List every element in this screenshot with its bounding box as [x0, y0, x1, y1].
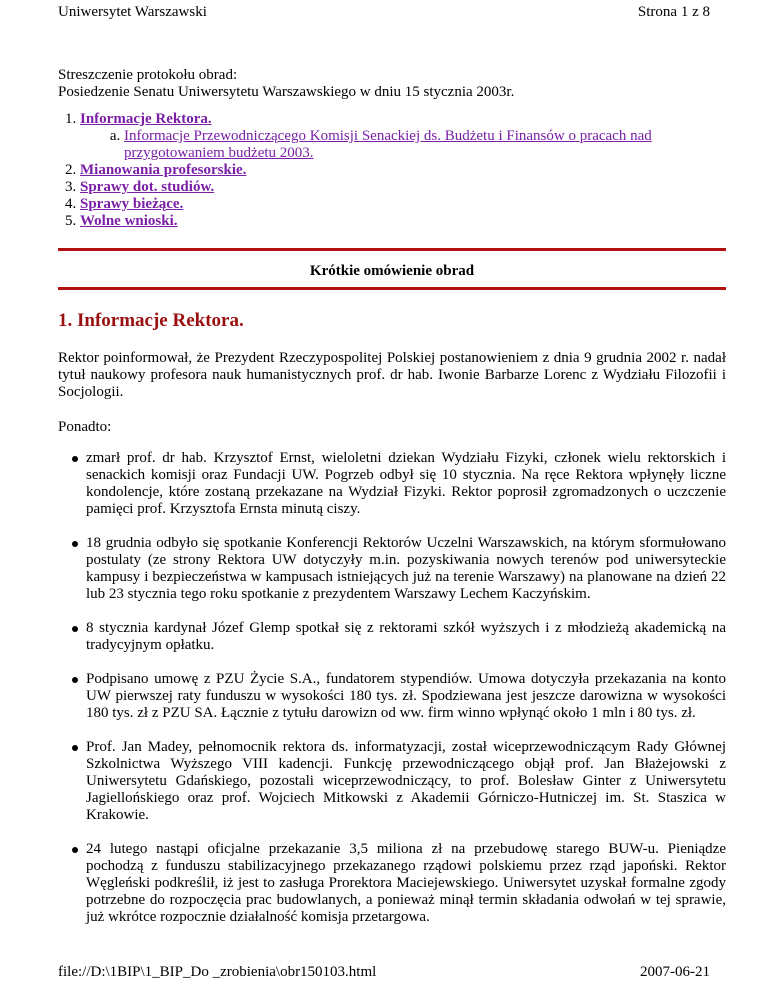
toc-link-budzet[interactable]: Informacje Przewodniczącego Komisji Senackiej ds. Budżetu i Finansów o pracach nad przygotowaniem budżetu 2003.: [124, 128, 652, 161]
divider-bottom: [58, 287, 726, 290]
list-item: zmarł prof. dr hab. Krzysztof Ernst, wieloletni dziekan Wydziału Fizyki, członek wielu rektorskich i senackich komisji oraz Fundacji UW. Pogrzeb odbył się 10 stycznia. Na ręce Rektora wpłynęły liczne kondolencje, które zostaną przekazane na Wydział Fizyki. Rektor poprosił zgromadzonych o uczczenie pamięci prof. Krzysztofa Ernsta minutą ciszy.: [86, 450, 726, 517]
toc-link-wolne-wnioski[interactable]: Wolne wnioski.: [80, 213, 178, 229]
list-item: 24 lutego nastąpi oficjalne przekazanie 3,5 miliona zł na przebudowę starego BUW-u. Pieniądze pochodzą z funduszu stabilizacyjnego przekazanego rządowi polskiemu przez rząd japoński. Rektor Węgleński podkreślił, iż jest to zasługa Prorektora Maciejewskiego. Uniwersytet uzyskał formalne zgody potrzebne do rozpoczęcia prac budowlanych, a ponieważ minął termin składania odwołań w tej sprawie, już wkrótce rozpocznie działalność komisja przetargowa.: [86, 841, 726, 925]
section-heading: 1. Informacje Rektora.: [58, 310, 244, 331]
toc-item-5: [80, 213, 726, 230]
toc-item-4: [80, 196, 726, 213]
toc-item-2: [80, 162, 726, 179]
footer-date: 2007-06-21: [640, 964, 710, 980]
bullet-list: [58, 450, 726, 926]
toc-link-informacje-rektora[interactable]: Informacje Rektora.: [80, 111, 212, 127]
toc-sublist: [80, 128, 726, 162]
header-site-name: Uniwersytet Warszawski: [58, 4, 207, 20]
divider-top: [58, 248, 726, 251]
document-content: [58, 67, 726, 943]
summary-title: Streszczenie protokołu obrad:: [58, 67, 238, 83]
toc-link-sprawy-studiow[interactable]: Sprawy dot. studiów.: [80, 179, 215, 195]
list-item: Podpisano umowę z PZU Życie S.A., fundatorem stypendiów. Umowa dotyczyła przekazania na konto UW pierwszej raty funduszu w wysokości 180 tys. zł. Spodziewana jest jeszcze darowizna w wysokości 180 tys. zł z PZU SA. Łącznie z tytułu darowizn od ww. firm winno wpłynąć około 1 mln i 80 tys. zł.: [86, 671, 726, 721]
toc-item-1: [80, 111, 726, 162]
section-intro: Rektor poinformował, że Prezydent Rzeczypospolitej Polskiej postanowieniem z dnia 9 grudnia 2002 r. nadał tytuł naukowy profesora nauk humanistycznych prof. dr hab. Iwonie Barbarze Lorenc z Wydziału Filozofii i Socjologii.: [58, 350, 726, 400]
divider-title: Krótkie omówienie obrad: [309, 263, 475, 279]
toc-link-mianowania[interactable]: Mianowania profesorskie.: [80, 162, 247, 178]
toc-subitem-a: [124, 128, 684, 162]
ponadto-label: Ponadto:: [58, 419, 112, 435]
list-item: Prof. Jan Madey, pełnomocnik rektora ds. informatyzacji, został wiceprzewodniczącym Rady Głównej Szkolnictwa Wyższego VIII kadencji. Funkcję przewodniczącego objął prof. Jan Błażejowski z Uniwersytetu Gdańskiego, pozostali wiceprzewodniczący, to prof. Bolesław Ginter z Uniwersytetu Jagiellońskiego oraz prof. Wojciech Mitkowski z Akademii Górniczo-Hutniczej im. St. Staszica w Krakowie.: [86, 739, 726, 823]
summary-block: [58, 67, 726, 101]
table-of-contents: [58, 111, 726, 230]
toc-link-sprawy-biezace[interactable]: Sprawy bieżące.: [80, 196, 184, 212]
header-page-number: Strona 1 z 8: [637, 4, 710, 20]
summary-subtitle: Posiedzenie Senatu Uniwersytetu Warszawskiego w dniu 15 stycznia 2003r.: [58, 84, 515, 100]
toc-item-3: [80, 179, 726, 196]
footer-file-path: file://D:\1BIP\1_BIP_Do _zrobienia\obr150103.html: [58, 964, 377, 980]
list-item: 8 stycznia kardynał Józef Glemp spotkał się z rektorami szkół wyższych i z młodzieżą akademicką na tradycyjnym opłatku.: [86, 620, 726, 653]
list-item: 18 grudnia odbyło się spotkanie Konferencji Rektorów Uczelni Warszawskich, na którym sformułowano postulaty (ze strony Rektora UW dotyczyły m.in. pozyskiwania nowych terenów pod uniwersyteckie kampusy i bezpieczeństwa w kampusach istniejących już na terenie Warszawy) na planowane na dzień 22 lub 23 stycznia tego roku spotkanie z prezydentem Warszawy Lechem Kaczyńskim.: [86, 535, 726, 602]
